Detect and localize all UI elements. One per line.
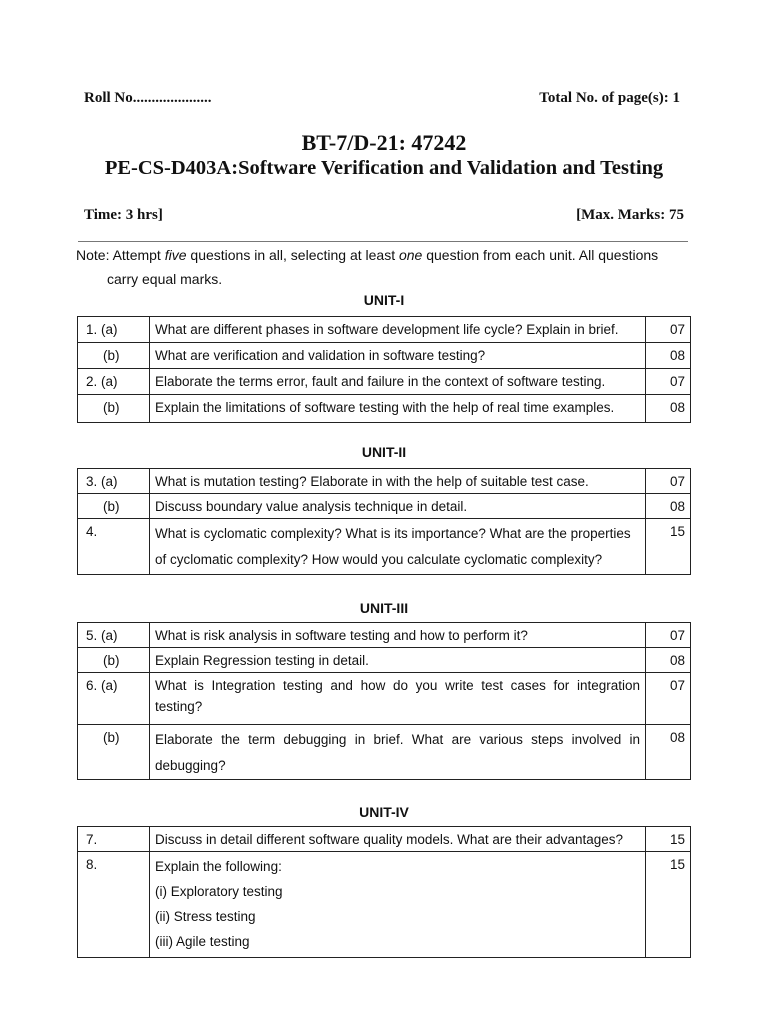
question-marks: 07 xyxy=(646,369,691,395)
table-row xyxy=(78,519,691,575)
question-number: 6. (a) xyxy=(78,673,150,725)
divider xyxy=(78,241,688,242)
table-row xyxy=(78,725,691,780)
table-row xyxy=(78,494,691,519)
question-text: What is mutation testing? Elaborate in with the help of suitable test case. xyxy=(150,469,646,494)
question-number: (b) xyxy=(78,725,150,780)
unit-1-table xyxy=(77,316,691,423)
question-intro: Explain the following: xyxy=(155,859,282,874)
total-pages: Total No. of page(s): 1 xyxy=(539,90,680,106)
unit-3-table xyxy=(77,622,691,780)
question-number: 1. (a) xyxy=(78,317,150,343)
note-line-2: carry equal marks. xyxy=(107,271,223,287)
question-text: Explain Regression testing in detail. xyxy=(150,648,646,673)
question-text: What are verification and validation in software testing? xyxy=(150,343,646,369)
question-number: 8. xyxy=(78,852,150,958)
question-number: 4. xyxy=(78,519,150,575)
table-row xyxy=(78,623,691,648)
roll-number: Roll No..................... xyxy=(84,90,212,106)
question-number: 3. (a) xyxy=(78,469,150,494)
question-marks: 07 xyxy=(646,673,691,725)
note-text: questions in all, selecting at least xyxy=(186,247,399,263)
question-marks: 08 xyxy=(646,648,691,673)
list-item: (ii) Stress testing xyxy=(155,909,256,924)
unit-2-table xyxy=(77,468,691,575)
table-row xyxy=(78,395,691,423)
question-text: What are different phases in software development life cycle? Explain in brief. xyxy=(150,317,646,343)
question-marks: 08 xyxy=(646,343,691,369)
question-number: (b) xyxy=(78,494,150,519)
question-text: What is cyclomatic complexity? What is its importance? What are the properties of cyclomatic complexity? How would you calculate cyclomatic complexity? xyxy=(150,519,646,575)
unit-2-heading: UNIT-II xyxy=(361,444,407,460)
question-text: Explain the limitations of software testing with the help of real time examples. xyxy=(150,395,646,423)
note-text: Note: Attempt xyxy=(76,247,165,263)
paper-code: BT-7/D-21: 47242 xyxy=(301,130,467,155)
question-text: Elaborate the term debugging in brief. What are various steps involved in debugging? xyxy=(150,725,646,780)
question-text xyxy=(150,852,646,958)
question-number: 7. xyxy=(78,827,150,852)
question-marks: 07 xyxy=(646,317,691,343)
table-row xyxy=(78,852,691,958)
note-emphasis: one xyxy=(398,247,423,263)
question-number: (b) xyxy=(78,395,150,423)
question-text: Discuss in detail different software quality models. What are their advantages? xyxy=(150,827,646,852)
table-row xyxy=(78,673,691,725)
note-line-1 xyxy=(76,243,696,267)
table-row xyxy=(78,469,691,494)
question-text: Discuss boundary value analysis technique in detail. xyxy=(150,494,646,519)
question-marks: 15 xyxy=(646,852,691,958)
unit-1-heading: UNIT-I xyxy=(363,292,405,308)
unit-4-table xyxy=(77,826,691,958)
question-number: (b) xyxy=(78,648,150,673)
question-text: What is risk analysis in software testing and how to perform it? xyxy=(150,623,646,648)
question-number: (b) xyxy=(78,343,150,369)
question-marks: 08 xyxy=(646,395,691,423)
question-marks: 07 xyxy=(646,623,691,648)
note-emphasis: five xyxy=(164,247,187,263)
question-marks: 07 xyxy=(646,469,691,494)
question-marks: 08 xyxy=(646,494,691,519)
question-number: 2. (a) xyxy=(78,369,150,395)
note-text: question from each unit. All questions xyxy=(422,247,659,263)
subject-title: PE-CS-D403A:Software Verification and Validation and Testing xyxy=(104,157,664,179)
question-text: What is Integration testing and how do you write test cases for integration testing? xyxy=(150,673,646,725)
table-row xyxy=(78,343,691,369)
table-row xyxy=(78,648,691,673)
unit-4-heading: UNIT-IV xyxy=(359,804,409,820)
question-text: Elaborate the terms error, fault and failure in the context of software testing. xyxy=(150,369,646,395)
table-row xyxy=(78,369,691,395)
exam-time: Time: 3 hrs] xyxy=(84,207,163,223)
question-number: 5. (a) xyxy=(78,623,150,648)
table-row xyxy=(78,827,691,852)
question-marks: 15 xyxy=(646,827,691,852)
table-row xyxy=(78,317,691,343)
max-marks: [Max. Marks: 75 xyxy=(576,207,684,223)
unit-3-heading: UNIT-III xyxy=(359,600,409,616)
question-marks: 08 xyxy=(646,725,691,780)
list-item: (iii) Agile testing xyxy=(155,934,250,949)
instructions-note xyxy=(76,243,696,291)
list-item: (i) Exploratory testing xyxy=(155,884,283,899)
question-marks: 15 xyxy=(646,519,691,575)
